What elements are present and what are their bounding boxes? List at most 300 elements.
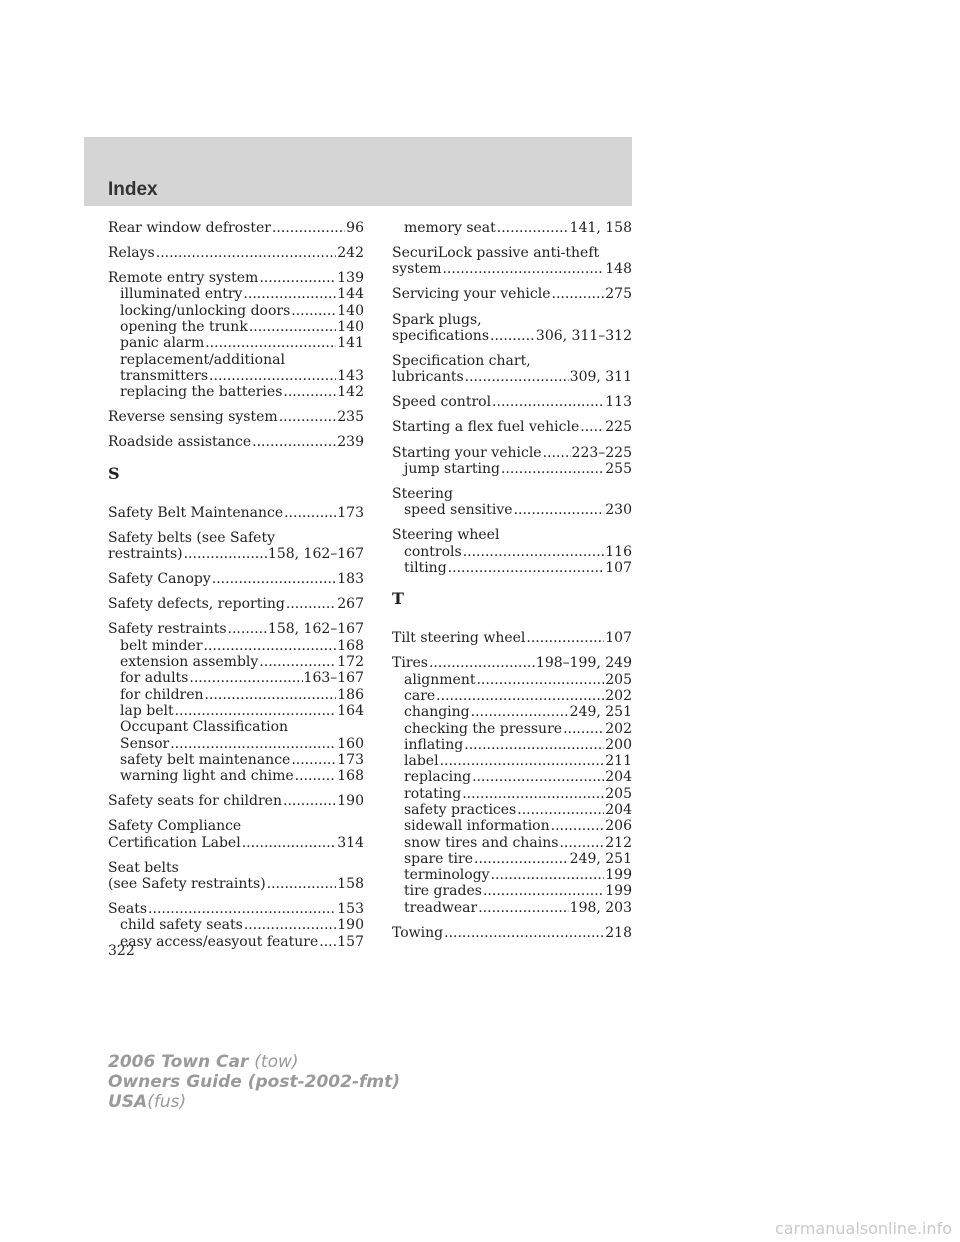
dot-leader — [462, 786, 604, 802]
index-line — [392, 419, 632, 435]
index-subentry — [392, 560, 632, 576]
entry-text: Reverse sensing system — [108, 409, 278, 426]
page-reference: 139 — [337, 270, 364, 287]
entry-text: speed sensitive — [404, 502, 513, 519]
footer-model-code: (tow) — [254, 1052, 299, 1072]
index-subentry — [392, 502, 632, 518]
page-reference: 140 — [337, 319, 364, 336]
index-line — [108, 505, 364, 521]
dot-leader — [204, 638, 337, 654]
page-reference: 199 — [605, 883, 632, 900]
page-reference: 163–167 — [303, 670, 364, 687]
dot-leader — [319, 934, 336, 950]
entry-text: replacing — [404, 769, 472, 786]
index-subentry — [392, 818, 632, 834]
index-line — [108, 835, 364, 851]
dot-leader — [476, 672, 604, 688]
page-reference: 158, 162–167 — [267, 621, 364, 638]
index-subentry — [392, 688, 632, 704]
index-subentry — [108, 352, 364, 368]
index-line — [108, 901, 364, 917]
index-entry — [392, 312, 632, 345]
page-reference: 211 — [605, 753, 632, 770]
dot-leader — [243, 286, 336, 302]
page-reference: 205 — [605, 785, 632, 802]
index-subentry — [392, 721, 632, 737]
entry-text: snow tires and chains — [404, 834, 559, 851]
index-entry — [392, 486, 632, 519]
page-reference: 183 — [337, 571, 364, 588]
entry-text: child safety seats — [120, 917, 243, 934]
index-entry — [108, 571, 364, 587]
page-reference: 255 — [605, 460, 632, 477]
page-reference: 249, 251 — [569, 704, 632, 721]
entry-text: Remote entry system — [108, 270, 259, 287]
page-reference: 212 — [605, 834, 632, 851]
index-entry — [392, 655, 632, 916]
index-subentry — [392, 883, 632, 899]
dot-leader — [492, 394, 604, 410]
page-reference: 267 — [337, 596, 364, 613]
entry-text: restraints) — [108, 546, 183, 563]
dot-leader — [491, 867, 605, 883]
entry-text: (see Safety restraints) — [108, 875, 266, 892]
index-column-left — [108, 220, 364, 959]
entry-text: for children — [120, 686, 204, 703]
page-reference: 173 — [337, 751, 364, 768]
entry-text: Servicing your vehicle — [392, 286, 551, 303]
entry-text: terminology — [404, 867, 490, 884]
dot-leader — [205, 335, 336, 351]
index-entry — [392, 419, 632, 435]
dot-leader — [189, 670, 302, 686]
dot-leader — [580, 419, 604, 435]
index-entry — [108, 220, 364, 236]
index-subentry — [108, 303, 364, 319]
index-entry — [108, 245, 364, 261]
page-reference: 157 — [337, 933, 364, 950]
entry-text: belt minder — [120, 637, 203, 654]
page-reference: 202 — [605, 687, 632, 704]
entry-text: Steering — [392, 485, 453, 502]
dot-leader — [552, 286, 605, 302]
page-reference: 199 — [605, 867, 632, 884]
dot-leader — [184, 546, 267, 562]
page-reference: 141, 158 — [569, 220, 632, 236]
entry-text: Rear window defroster — [108, 220, 271, 236]
page-reference: 205 — [605, 671, 632, 688]
index-entry — [392, 286, 632, 302]
page-title: Index — [108, 179, 158, 200]
entry-text: Speed control — [392, 394, 492, 411]
dot-leader — [440, 753, 605, 769]
entry-text: controls — [404, 543, 462, 560]
page-reference: 198–199, 249 — [535, 655, 632, 672]
dot-leader — [249, 319, 336, 335]
index-subentry — [392, 900, 632, 916]
page-reference: 168 — [337, 637, 364, 654]
entry-text: Safety seats for children — [108, 793, 282, 810]
dot-leader — [252, 434, 336, 450]
index-entry — [392, 445, 632, 478]
index-line — [108, 571, 364, 587]
index-entry — [392, 630, 632, 646]
entry-text: tire grades — [404, 883, 482, 900]
index-entry — [108, 270, 364, 400]
index-subentry — [392, 672, 632, 688]
entry-text: Sensor — [120, 735, 170, 752]
page-reference: 206 — [605, 818, 632, 835]
entry-text: Tires — [392, 655, 428, 672]
dot-leader — [517, 802, 604, 818]
dot-leader — [490, 328, 535, 344]
entry-text: safety practices — [404, 801, 517, 818]
dot-leader — [259, 270, 336, 286]
dot-leader — [212, 571, 337, 587]
index-subentry — [108, 670, 364, 686]
dot-leader — [436, 688, 604, 704]
page-reference: 239 — [337, 434, 364, 451]
dot-leader — [283, 793, 336, 809]
entry-text: care — [404, 687, 436, 704]
page-reference: 309, 311 — [569, 369, 632, 386]
page-reference: 225 — [605, 419, 632, 436]
entry-text: Certification Label — [108, 834, 241, 851]
page-reference: 173 — [337, 504, 364, 521]
index-subentry — [108, 335, 364, 351]
entry-text: for adults — [120, 670, 189, 687]
page-reference: 107 — [605, 630, 632, 647]
dot-leader — [283, 384, 336, 400]
index-line — [108, 793, 364, 809]
dot-leader — [295, 768, 337, 784]
index-line — [108, 530, 364, 546]
entry-text: Seats — [108, 901, 148, 918]
index-entry — [108, 793, 364, 809]
page-reference: 148 — [605, 261, 632, 278]
index-entry — [392, 394, 632, 410]
entry-text: inflating — [404, 736, 464, 753]
dot-leader — [463, 544, 605, 560]
dot-leader — [471, 704, 569, 720]
footer-market: USA — [108, 1092, 148, 1112]
entry-text: label — [404, 753, 439, 770]
entry-text: Tilt steering wheel — [392, 630, 526, 647]
index-entry — [108, 530, 364, 563]
entry-text: easy access/easyout feature — [120, 933, 319, 950]
index-line — [108, 621, 364, 637]
dot-leader — [242, 835, 337, 851]
index-entry — [108, 901, 364, 950]
index-subentry — [392, 769, 632, 785]
entry-text: warning light and chime — [120, 768, 294, 785]
page-reference: 158, 162–167 — [267, 546, 364, 563]
dot-leader — [559, 835, 604, 851]
dot-leader — [272, 220, 345, 236]
page-reference: 204 — [605, 769, 632, 786]
page-reference: 140 — [337, 302, 364, 319]
entry-text: memory seat — [404, 220, 496, 236]
entry-text: Starting your vehicle — [392, 444, 542, 461]
page-reference: 249, 251 — [569, 850, 632, 867]
page-reference: 204 — [605, 801, 632, 818]
page-reference: 142 — [337, 384, 364, 401]
index-line — [392, 527, 632, 543]
index-subentry — [108, 917, 364, 933]
index-entry — [108, 434, 364, 450]
page-reference: 198, 203 — [569, 899, 632, 916]
entry-text: checking the pressure — [404, 720, 563, 737]
index-entry — [392, 527, 632, 576]
dot-leader — [465, 369, 569, 385]
index-line — [392, 394, 632, 410]
page-reference: 143 — [337, 367, 364, 384]
index-subentry — [392, 461, 632, 477]
index-column-right — [392, 220, 632, 950]
index-subentry — [108, 752, 364, 768]
index-line — [108, 596, 364, 612]
dot-leader — [209, 368, 336, 384]
entry-text: specifications — [392, 327, 490, 344]
page-reference: 230 — [605, 502, 632, 519]
index-subentry — [392, 753, 632, 769]
entry-text: spare tire — [404, 850, 474, 867]
page-reference: 96 — [346, 220, 364, 236]
dot-leader — [228, 621, 267, 637]
index-entry — [108, 409, 364, 425]
entry-text: Safety belts (see Safety — [108, 529, 275, 546]
index-line — [392, 328, 632, 344]
entry-text: replacing the batteries — [120, 384, 283, 401]
index-line — [108, 860, 364, 876]
index-subentry — [392, 544, 632, 560]
index-subentry — [108, 687, 364, 703]
index-line — [108, 876, 364, 892]
page-reference: 275 — [605, 286, 632, 303]
dot-leader — [448, 560, 605, 576]
index-subentry — [108, 736, 364, 752]
footer-model: 2006 Town Car — [108, 1052, 249, 1072]
index-subentry — [108, 368, 364, 384]
dot-leader — [244, 917, 336, 933]
index-line — [108, 546, 364, 562]
page-reference: 190 — [337, 917, 364, 934]
entry-text: lap belt — [120, 702, 174, 719]
entry-text: rotating — [404, 785, 462, 802]
index-line — [108, 245, 364, 261]
page-reference: 190 — [337, 793, 364, 810]
dot-leader — [259, 654, 336, 670]
entry-text: Occupant Classification — [120, 719, 289, 736]
index-line — [392, 486, 632, 502]
dot-leader — [429, 655, 535, 671]
entry-text: alignment — [404, 671, 476, 688]
dot-leader — [442, 261, 604, 277]
dot-leader — [286, 596, 336, 612]
document-footer — [108, 1052, 400, 1112]
page-reference: 153 — [337, 901, 364, 918]
index-subentry — [108, 768, 364, 784]
index-subentry — [392, 851, 632, 867]
entry-text: lubricants — [392, 369, 464, 386]
entry-text: Safety Canopy — [108, 571, 211, 588]
dot-leader — [497, 220, 569, 236]
entry-text: Seat belts — [108, 859, 179, 876]
index-line — [392, 369, 632, 385]
page-reference: 141 — [337, 335, 364, 352]
index-line — [392, 245, 632, 261]
index-subentry — [392, 704, 632, 720]
index-line — [392, 312, 632, 328]
entry-text: Roadside assistance — [108, 434, 252, 451]
index-line — [108, 818, 364, 834]
dot-leader — [514, 502, 605, 518]
entry-text: opening the trunk — [120, 319, 248, 336]
dot-leader — [563, 721, 604, 737]
page-reference: 186 — [337, 686, 364, 703]
index-entry — [108, 621, 364, 784]
index-line — [392, 353, 632, 369]
dot-leader — [464, 737, 604, 753]
footer-market-code: (fus) — [147, 1092, 187, 1112]
entry-text: system — [392, 261, 442, 278]
dot-leader — [148, 901, 336, 917]
index-entry — [392, 925, 632, 941]
entry-text: tilting — [404, 559, 447, 576]
page-reference: 107 — [605, 559, 632, 576]
index-subentry — [108, 638, 364, 654]
page-reference: 202 — [605, 720, 632, 737]
dot-leader — [543, 445, 571, 461]
page-reference: 200 — [605, 736, 632, 753]
entry-text: sidewall information — [404, 818, 550, 835]
index-line — [392, 925, 632, 941]
dot-leader — [483, 883, 604, 899]
entry-text: changing — [404, 704, 470, 721]
entry-text: Steering wheel — [392, 527, 500, 544]
index-subentry — [108, 319, 364, 335]
section-letter: S — [108, 463, 120, 483]
footer-guide: Owners Guide (post-2002-fmt) — [108, 1072, 401, 1092]
entry-text: Spark plugs, — [392, 311, 482, 328]
entry-text: illuminated entry — [120, 286, 243, 303]
index-subentry — [392, 835, 632, 851]
entry-text: Safety defects, reporting — [108, 596, 285, 613]
page-reference: 144 — [337, 286, 364, 303]
index-subentry — [392, 737, 632, 753]
page-reference: 172 — [337, 654, 364, 671]
index-subentry — [108, 719, 364, 735]
dot-leader — [267, 876, 337, 892]
index-subentry — [392, 867, 632, 883]
dot-leader — [551, 818, 605, 834]
header-band — [84, 137, 632, 206]
entry-text: extension assembly — [120, 654, 259, 671]
index-subentry — [108, 384, 364, 400]
page-reference: 242 — [337, 245, 364, 262]
dot-leader — [284, 505, 336, 521]
entry-text: jump starting — [404, 460, 500, 477]
index-line — [392, 630, 632, 646]
index-line — [108, 220, 364, 236]
index-subentry — [392, 220, 632, 236]
section-letter: T — [392, 589, 404, 609]
entry-text: Specification chart, — [392, 352, 531, 369]
page-reference: 164 — [337, 702, 364, 719]
entry-text: treadwear — [404, 899, 478, 916]
page-reference: 158 — [337, 875, 364, 892]
index-line — [392, 286, 632, 302]
index-entry — [108, 505, 364, 521]
entry-text: Relays — [108, 245, 155, 262]
entry-text: SecuriLock passive anti-theft — [392, 245, 600, 262]
dot-leader — [175, 703, 337, 719]
index-subentry — [392, 802, 632, 818]
index-subentry — [392, 786, 632, 802]
index-line — [108, 409, 364, 425]
page-reference: 235 — [337, 409, 364, 426]
page-number: 322 — [108, 943, 135, 959]
page-reference: 168 — [337, 768, 364, 785]
dot-leader — [526, 630, 604, 646]
page-reference: 116 — [605, 543, 632, 560]
dot-leader — [478, 900, 568, 916]
dot-leader — [291, 303, 336, 319]
entry-text: Safety Belt Maintenance — [108, 504, 284, 521]
page-reference: 160 — [337, 735, 364, 752]
entry-text: replacement/additional — [120, 351, 285, 368]
page-reference: 218 — [605, 924, 632, 941]
index-subentry — [108, 934, 364, 950]
entry-text: Towing — [392, 924, 444, 941]
entry-text: safety belt maintenance — [120, 751, 291, 768]
index-subentry — [108, 654, 364, 670]
entry-text: Safety Compliance — [108, 818, 242, 835]
dot-leader — [170, 736, 336, 752]
dot-leader — [279, 409, 337, 425]
page-reference: 314 — [337, 834, 364, 851]
entry-text: Starting a flex fuel vehicle — [392, 419, 580, 436]
entry-text: transmitters — [120, 367, 209, 384]
index-subentry — [108, 703, 364, 719]
index-line — [108, 270, 364, 286]
dot-leader — [501, 461, 604, 477]
index-line — [392, 261, 632, 277]
index-entry — [392, 353, 632, 386]
index-entry — [392, 245, 632, 278]
dot-leader — [205, 687, 337, 703]
index-entry — [108, 818, 364, 851]
index-entry — [108, 596, 364, 612]
index-line — [392, 445, 632, 461]
entry-text: panic alarm — [120, 335, 205, 352]
page-reference: 306, 311–312 — [535, 327, 632, 344]
entry-text: Safety restraints — [108, 621, 227, 638]
dot-leader — [291, 752, 336, 768]
dot-leader — [444, 925, 604, 941]
index-subentry — [108, 286, 364, 302]
watermark: carmanualsonline.info — [774, 1219, 952, 1238]
index-entry — [108, 860, 364, 893]
page-reference: 113 — [605, 394, 632, 411]
page-reference: 223–225 — [571, 444, 632, 461]
dot-leader — [156, 245, 337, 261]
index-line — [108, 434, 364, 450]
dot-leader — [472, 769, 604, 785]
index-line — [392, 655, 632, 671]
dot-leader — [474, 851, 569, 867]
entry-text: locking/unlocking doors — [120, 302, 291, 319]
